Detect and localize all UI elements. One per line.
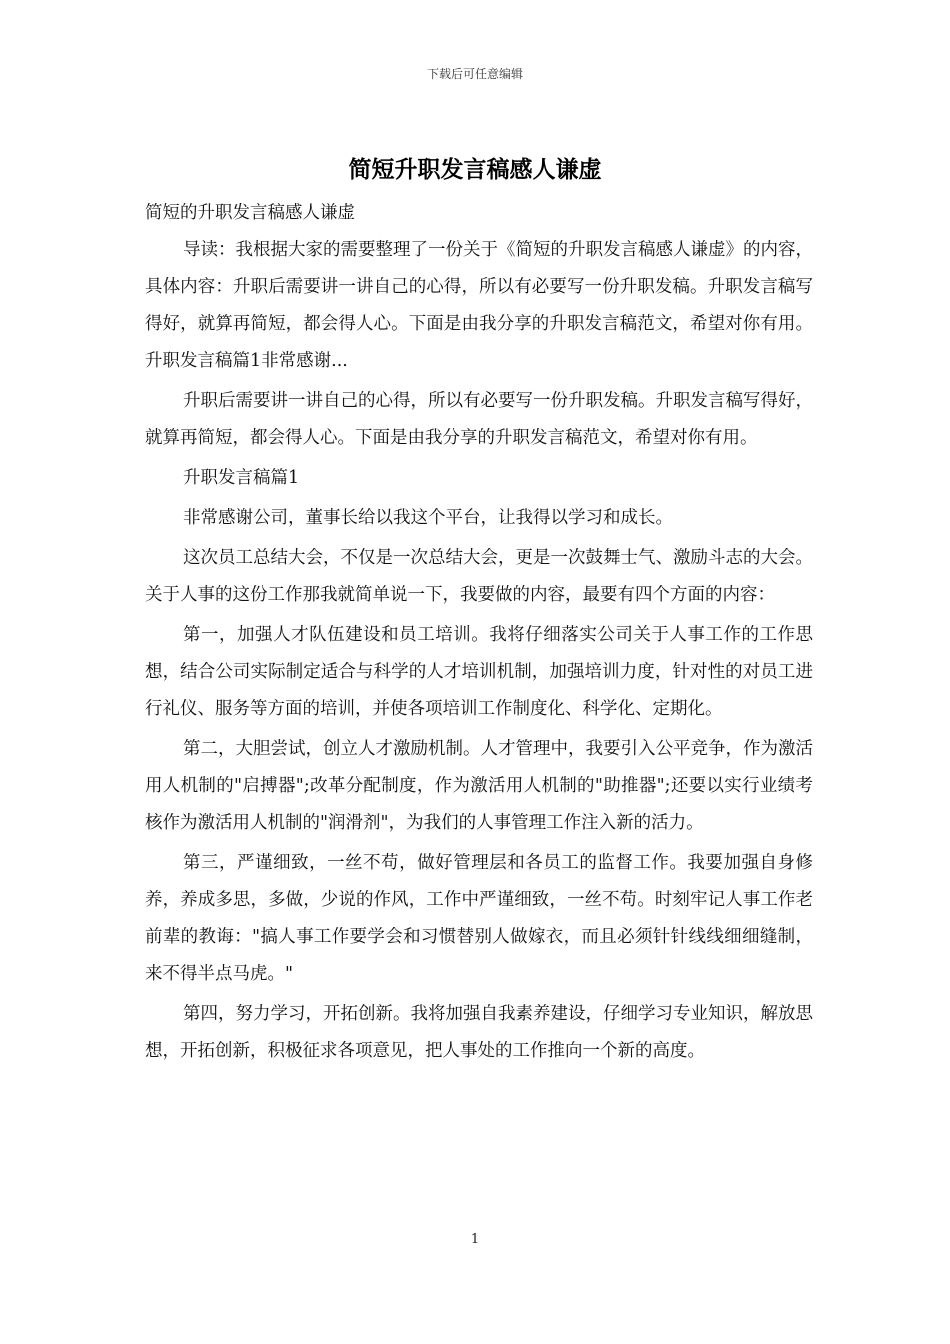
- paragraph-intro: 导读：我根据大家的需要整理了一份关于《简短的升职发言稿感人谦虚》的内容，具体内容：升职后需要讲一讲自己的心得，所以有必要写一份升职发稿。升职发言稿写得好，就算再简短，都会得人心。下面是由我分享的升职发言稿范文，希望对你有用。升职发言稿篇1非常感谢...: [145, 240, 813, 371]
- paragraph-meeting: 这次员工总结大会，不仅是一次总结大会，更是一次鼓舞士气、激励斗志的大会。关于人事的这份工作那我就简单说一下，我要做的内容，最要有四个方面的内容：: [145, 548, 813, 605]
- paragraph-thanks: 非常感谢公司，董事长给以我这个平台，让我得以学习和成长。: [183, 508, 673, 528]
- document-title: 简短升职发言稿感人谦虚: [348, 156, 602, 183]
- page-number: 1: [470, 1232, 480, 1247]
- paragraph-summary: 升职后需要讲一讲自己的心得，所以有必要写一份升职发稿。升职发言稿写得好，就算再简短，都会得人心。下面是由我分享的升职发言稿范文，希望对你有用。: [145, 391, 813, 448]
- document-body: [145, 195, 813, 1070]
- subtitle: 简短的升职发言稿感人谦虚: [145, 203, 355, 223]
- paragraph-fourth-point: 第四，努力学习，开拓创新。我将加强自我素养建设，仔细学习专业知识，解放思想，开拓创新，积极征求各项意见，把人事处的工作推向一个新的高度。: [145, 1004, 813, 1061]
- section-heading: 升职发言稿篇1: [183, 468, 300, 488]
- paragraph-second-point: 第二，大胆尝试，创立人才激励机制。人才管理中，我要引入公平竞争，作为激活用人机制的"启搏器";改革分配制度，作为激活用人机制的"助推器";还要以实行业绩考核作为激活用人机制的"润滑剂"，为我们的人事管理工作注入新的活力。: [145, 739, 813, 833]
- paragraph-third-point: 第三，严谨细致，一丝不苟，做好管理层和各员工的监督工作。我要加强自身修养，养成多思，多做，少说的作风，工作中严谨细致，一丝不苟。时刻牢记人事工作老前辈的教诲："搞人事工作要学会和习惯替别人做嫁衣，而且必须针针线线细细缝制，来不得半点马虎。": [145, 853, 813, 984]
- paragraph-first-point: 第一，加强人才队伍建设和员工培训。我将仔细落实公司关于人事工作的工作思想，结合公司实际制定适合与科学的人才培训机制，加强培训力度，针对性的对员工进行礼仪、服务等方面的培训，并使各项培训工作制度化、科学化、定期化。: [145, 625, 813, 719]
- header-note: 下载后可任意编辑: [426, 67, 523, 81]
